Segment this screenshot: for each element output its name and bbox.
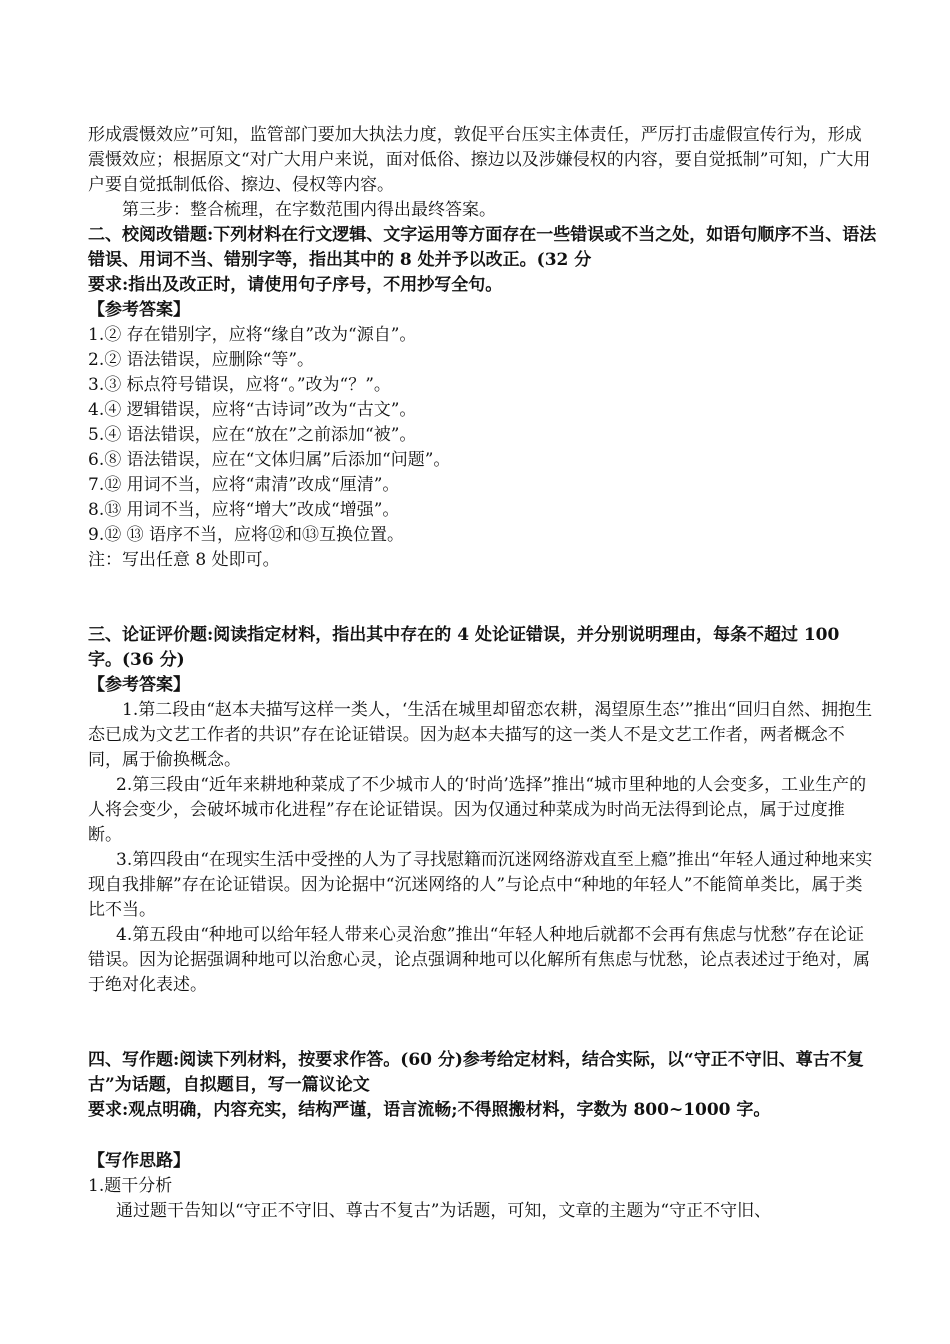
section2-item: 4.④ 逻辑错误，应将“古诗词”改为“古文”。 — [88, 400, 417, 420]
section2-item: 2.② 语法错误，应删除“等”。 — [88, 350, 315, 370]
intro-paragraph: 形成震慑效应”可知，监管部门要加大执法力度，敦促平台压实主体责任，严厉打击虚假宣传行为，形成震慑效应；根据原文“对广大用户来说，面对低俗、擦边以及涉嫌侵权的内容，要自觉抵制”可知，广大用户要自觉抵制低俗、擦边、侵权等内容。 — [88, 125, 871, 195]
section3-item: 1.第二段由“赵本夫描写这样一类人，‘生活在城里却留恋农耕，渴望原生态’”推出“回归自然、拥抱生态已成为文艺工作者的共识”存在论证错误。因为赵本夫描写的这一类人不是文艺工作者，两者概念不同，属于偷换概念。 — [88, 700, 873, 770]
section2-heading: 二、校阅改错题:下列材料在行文逻辑、文字运用等方面存在一些错误或不当之处，如语句顺序不当、语法错误、用词不当、错别字等，指出其中的 8 处并予以改正。(32 分 — [88, 225, 877, 270]
section4-heading: 四、写作题:阅读下列材料，按要求作答。(60 分)参考给定材料，结合实际，以“守正不守旧、尊古不复古”为话题，自拟题目，写一篇议论文 — [88, 1050, 864, 1095]
section2-answer-label: 【参考答案】 — [88, 300, 190, 320]
spacer — [88, 1123, 878, 1149]
section3-heading: 三、论证评价题:阅读指定材料，指出其中存在的 4 处论证错误，并分别说明理由，每条不超过 100 字。(36 分) — [88, 625, 840, 670]
step-three: 第三步：整合梳理，在字数范围内得出最终答案。 — [122, 200, 496, 220]
section2-requirement: 要求:指出及改正时，请使用句子序号，不用抄写全句。 — [88, 275, 503, 295]
section3-item: 2.第三段由“近年来耕地种菜成了不少城市人的‘时尚’选择”推出“城市里种地的人会变多，工业生产的人将会变少，会破坏城市化进程”存在论证错误。因为仅通过种菜成为时尚无法得到论点，属于过度推断。 — [88, 775, 867, 845]
section2-item: 6.⑧ 语法错误，应在“文体归属”后添加“问题”。 — [88, 450, 451, 470]
section2-item: 1.② 存在错别字，应将“缘自”改为“源自”。 — [88, 325, 417, 345]
section2-item: 5.④ 语法错误，应在“放在”之前添加“被”。 — [88, 425, 417, 445]
section2-item: 7.⑫ 用词不当，应将“肃清”改成“厘清”。 — [88, 475, 400, 495]
section2-note: 注：写出任意 8 处即可。 — [88, 550, 280, 570]
section4-paragraph: 通过题干告知以“守正不守旧、尊古不复古”为话题，可知，文章的主题为“守正不守旧、 — [116, 1201, 772, 1221]
section3-item: 3.第四段由“在现实生活中受挫的人为了寻找慰籍而沉迷网络游戏直至上瘾”推出“年轻人通过种地来实现自我排解”存在论证错误。因为论据中“沉迷网络的人”与论点中“种地的年轻人”不能简单类比，属于类比不当。 — [88, 850, 873, 920]
section4-sub-heading: 1.题干分析 — [88, 1176, 173, 1196]
section2-item: 8.⑬ 用词不当，应将“增大”改成“增强”。 — [88, 500, 400, 520]
section4-requirement: 要求:观点明确，内容充实，结构严谨，语言流畅;不得照搬材料，字数为 800~1000 字。 — [88, 1100, 771, 1120]
section3-item: 4.第五段由“种地可以给年轻人带来心灵治愈”推出“年轻人种地后就都不会再有焦虑与忧愁”存在论证错误。因为论据强调种地可以治愈心灵，论点强调种地可以化解所有焦虑与忧愁，论点表述过于绝对，属于绝对化表述。 — [88, 925, 870, 995]
section2-item: 3.③ 标点符号错误，应将“。”改为“？”。 — [88, 375, 391, 395]
spacer — [88, 573, 878, 623]
section4-thinking-label: 【写作思路】 — [88, 1151, 190, 1171]
section3-answer-label: 【参考答案】 — [88, 675, 190, 695]
document-body — [88, 123, 878, 1224]
spacer — [88, 998, 878, 1048]
section2-item: 9.⑫ ⑬ 语序不当，应将⑫和⑬互换位置。 — [88, 525, 405, 545]
